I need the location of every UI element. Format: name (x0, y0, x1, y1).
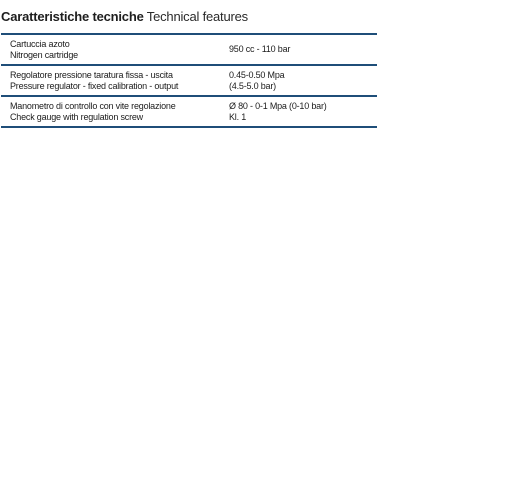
table-row (1, 35, 377, 66)
label-english: Nitrogen cartridge (10, 50, 78, 60)
table-row (1, 66, 377, 97)
label-italian: Manometro di controllo con vite regolazione (10, 101, 176, 111)
row-value (229, 101, 374, 123)
label-english: Pressure regulator - fixed calibration - output (10, 81, 179, 91)
value-primary: 0.45-0.50 Mpa (229, 70, 285, 80)
section-heading (1, 9, 248, 25)
value-secondary: (4.5-5.0 bar) (229, 81, 276, 91)
row-value (229, 44, 374, 55)
row-value (229, 70, 374, 92)
row-label (10, 101, 225, 123)
technical-features-table (1, 33, 377, 128)
heading-italian: Caratteristiche tecniche (1, 9, 144, 24)
row-label (10, 39, 225, 61)
table-row (1, 97, 377, 128)
label-english: Check gauge with regulation screw (10, 112, 143, 122)
value-primary: 950 cc - 110 bar (229, 44, 291, 54)
label-italian: Cartuccia azoto (10, 39, 70, 49)
label-italian: Regolatore pressione taratura fissa - uscita (10, 70, 173, 80)
heading-english: Technical features (146, 9, 248, 24)
value-secondary: Kl. 1 (229, 112, 247, 122)
value-primary: Ø 80 - 0-1 Mpa (0-10 bar) (229, 101, 327, 111)
row-label (10, 70, 225, 92)
